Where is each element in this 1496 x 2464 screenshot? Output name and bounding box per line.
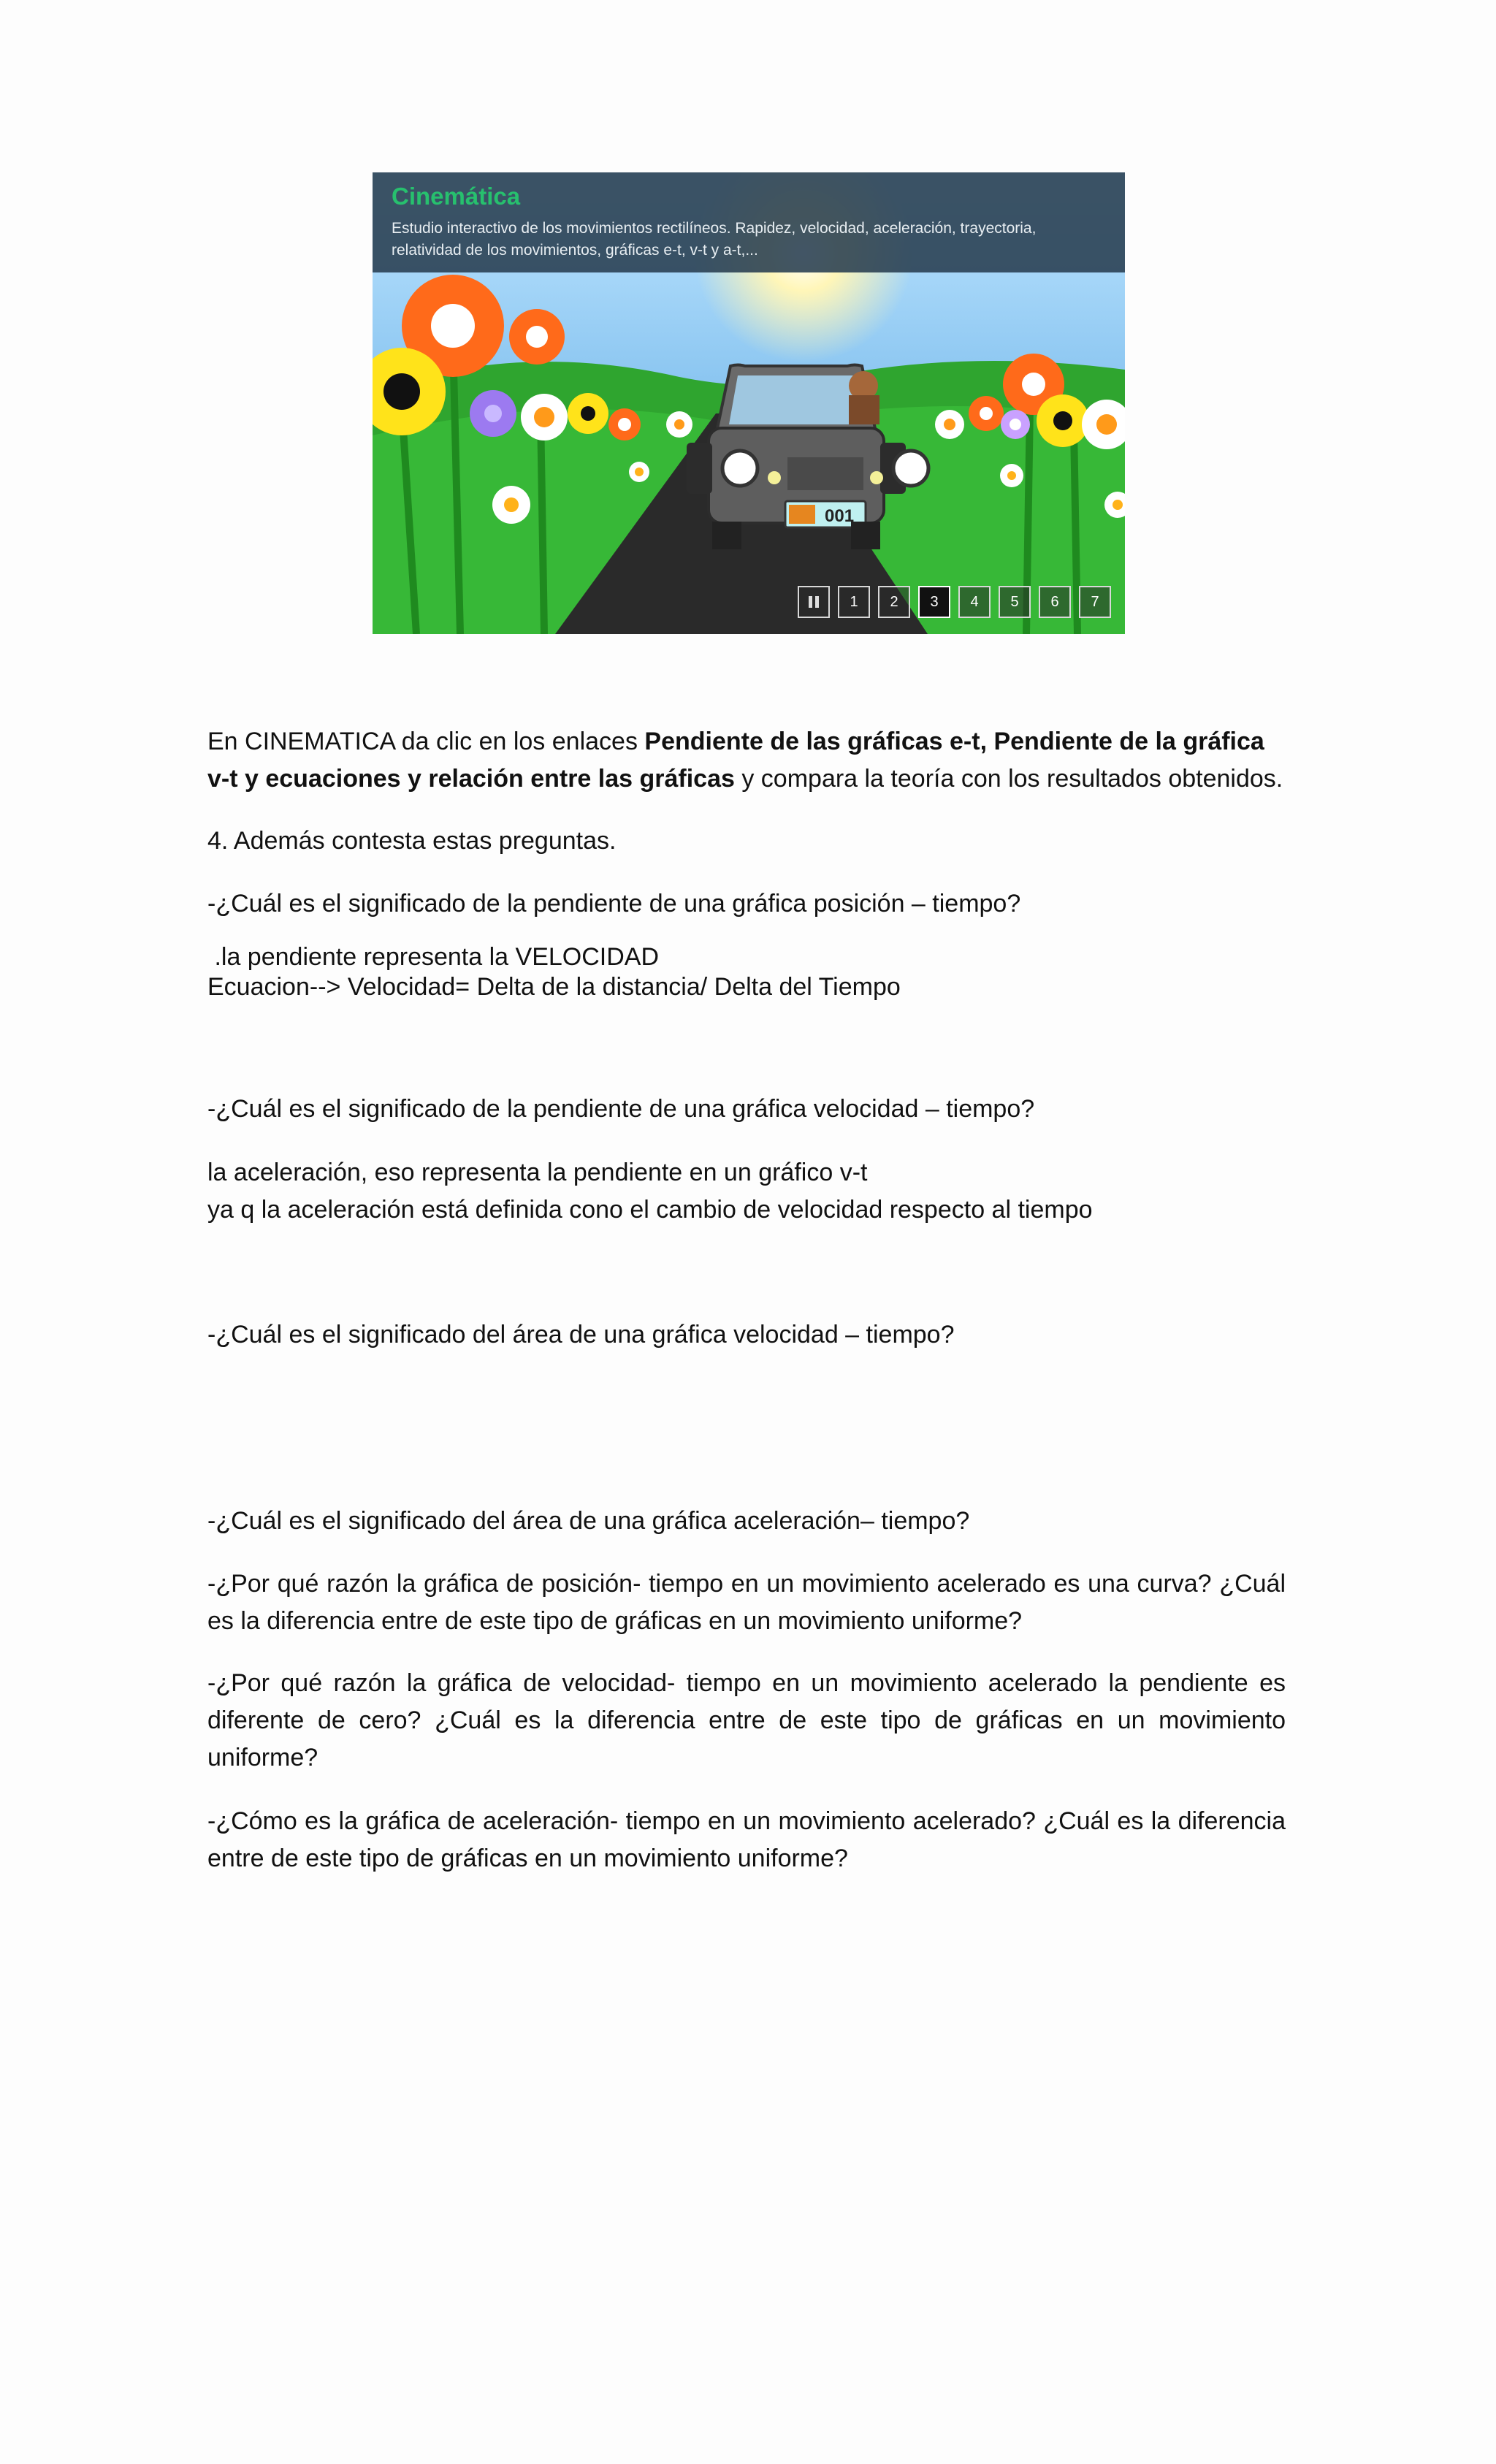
slide-button-1[interactable]: 1 xyxy=(838,586,870,618)
answer-1-line-2: Ecuacion--> Velocidad= Delta de la distancia/ Delta del Tiempo xyxy=(207,973,901,1001)
pause-icon xyxy=(809,596,819,608)
item-4: 4. Además contesta estas preguntas. xyxy=(207,827,617,855)
cinematica-banner[interactable] xyxy=(373,172,1125,634)
intro-separator: , xyxy=(980,728,994,755)
link-pendiente-et[interactable]: Pendiente de las gráficas e-t xyxy=(644,728,980,755)
question-2: -¿Cuál es el significado de la pendiente de una gráfica velocidad – tiempo? xyxy=(207,1095,1035,1123)
question-6: -¿Por qué razón la gráfica de velocidad- tiempo en un movimiento acelerado la pendiente es diferente de cero? ¿Cuál es la diferencia entre de este tipo de gráficas en un movimiento uniforme? xyxy=(207,1669,1286,1771)
question-5: -¿Por qué razón la gráfica de posición- tiempo en un movimiento acelerado es una curva? ¿Cuál es la diferencia entre de este tipo de gráficas en un movimiento uniforme? xyxy=(207,1570,1286,1635)
slide-navigation xyxy=(798,586,1111,618)
banner-description: Estudio interactivo de los movimientos rectilíneos. Rapidez, velocidad, aceleración, trayectoria, relatividad de los movimientos, gráficas e-t, v-t y a-t,... xyxy=(392,220,1037,259)
question-7: -¿Cómo es la gráfica de aceleración- tiempo en un movimiento acelerado? ¿Cuál es la diferencia entre de este tipo de gráficas en un movimiento uniforme? xyxy=(207,1807,1286,1872)
banner-title: Cinemática xyxy=(392,183,521,210)
intro-prefix: En CINEMATICA da clic en los enlaces xyxy=(207,728,645,755)
answer-2-line-2: ya q la aceleración está definida cono el cambio de velocidad respecto al tiempo xyxy=(207,1196,1093,1224)
link-pendiente-vt[interactable]: Pendiente de la gráfica v-t y ecuaciones y relación entre las gráficas xyxy=(207,728,1264,793)
slide-button-3[interactable]: 3 xyxy=(918,586,950,618)
intro-suffix: y compara la teoría con los resultados obtenidos. xyxy=(734,765,1283,793)
slide-button-2[interactable]: 2 xyxy=(878,586,910,618)
slide-button-7[interactable]: 7 xyxy=(1079,586,1111,618)
license-plate-number: 001 xyxy=(825,506,855,526)
slide-button-6[interactable]: 6 xyxy=(1039,586,1071,618)
banner-header xyxy=(373,172,1125,272)
question-1: -¿Cuál es el significado de la pendiente de una gráfica posición – tiempo? xyxy=(207,890,1021,918)
question-3: -¿Cuál es el significado del área de una gráfica velocidad – tiempo? xyxy=(207,1321,955,1349)
intro-paragraph xyxy=(207,723,1286,798)
pause-button[interactable] xyxy=(798,586,830,618)
answer-2-line-1: la aceleración, eso representa la pendiente en un gráfico v-t xyxy=(207,1159,868,1186)
question-4: -¿Cuál es el significado del área de una gráfica aceleración– tiempo? xyxy=(207,1507,970,1535)
slide-button-4[interactable]: 4 xyxy=(958,586,991,618)
slide-button-5[interactable]: 5 xyxy=(999,586,1031,618)
answer-1-line-1: .la pendiente representa la VELOCIDAD xyxy=(207,943,660,971)
